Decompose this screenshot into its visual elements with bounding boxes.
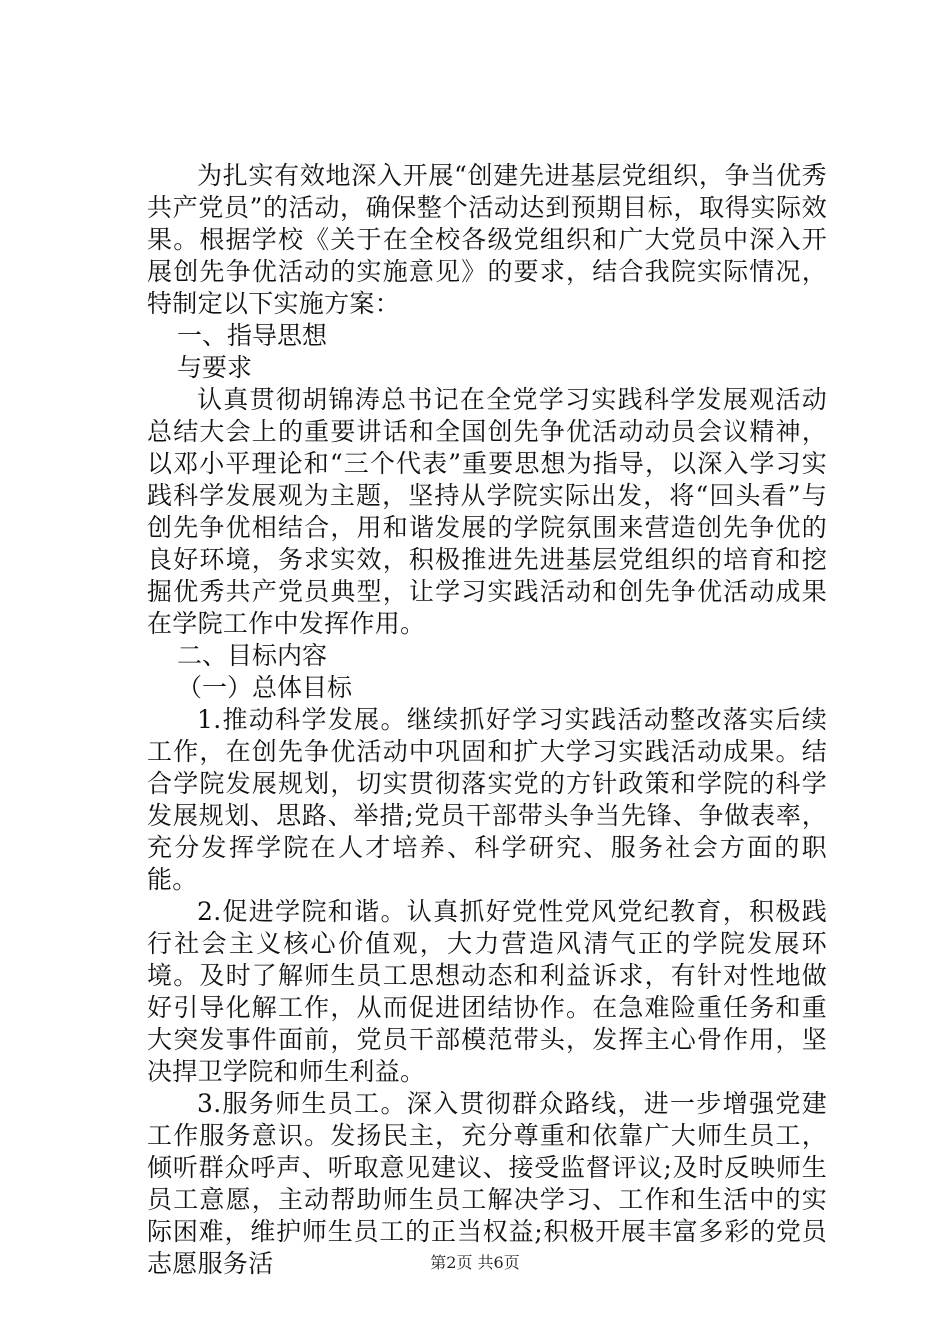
goal-item-1: 1.推动科学发展。继续抓好学习实践活动整改落实后续工作，在创先争优活动中巩固和扩大学习实践活动成果。结合学院发展规划，切实贯彻落实党的方针政策和学院的科学发展规划、思路、举措;党员干部带头争当先锋、争做表率，充分发挥学院在人才培养、科学研究、服务社会方面的职能。 bbox=[147, 705, 827, 894]
page-footer: 第2页 共6页 bbox=[430, 1253, 520, 1272]
section-heading-goals: 二、目标内容 bbox=[177, 641, 328, 670]
goal-item-3: 3.服务师生员工。深入贯彻群众路线，进一步增强党建工作服务意识。发扬民主，充分尊重和依靠广大师生员工，倾听群众呼声、听取意见建议、接受监督评议;及时反映师生员工意愿，主动帮助师生员工解决学习、工作和生活中的实际困难，维护师生员工的正当权益;积极开展丰富多彩的党员志愿服务活 bbox=[147, 1089, 827, 1278]
section-heading-guiding-thought: 一、指导思想 bbox=[177, 321, 328, 350]
document-body bbox=[147, 160, 827, 1280]
goal-item-2: 2.促进学院和谐。认真抓好党性党风党纪教育，积极践行社会主义核心价值观，大力营造风清气正的学院发展环境。及时了解师生员工思想动态和利益诉求，有针对性地做好引导化解工作，从而促进团结协作。在急难险重任务和重大突发事件面前，党员干部模范带头，发挥主心骨作用，坚决捍卫学院和师生利益。 bbox=[147, 897, 827, 1086]
subsection-heading-overall-goals: （一）总体目标 bbox=[177, 673, 353, 702]
intro-paragraph: 为扎实有效地深入开展“创建先进基层党组织，争当优秀共产党员”的活动，确保整个活动达到预期目标，取得实际效果。根据学校《关于在全校各级党组织和广大党员中深入开展创先争优活动的实施意见》的要求，结合我院实际情况，特制定以下实施方案： bbox=[147, 161, 827, 318]
section-heading-requirements: 与要求 bbox=[177, 353, 253, 382]
guiding-thought-paragraph: 认真贯彻胡锦涛总书记在全党学习实践科学发展观活动总结大会上的重要讲话和全国创先争优活动动员会议精神，以邓小平理论和“三个代表”重要思想为指导，以深入学习实践科学发展观为主题，坚持从学院实际出发，将“回头看”与创先争优相结合，用和谐发展的学院氛围来营造创先争优的良好环境，务求实效，积极推进先进基层党组织的培育和挖掘优秀共产党员典型，让学习实践活动和创先争优活动成果在学院工作中发挥作用。 bbox=[147, 385, 827, 638]
